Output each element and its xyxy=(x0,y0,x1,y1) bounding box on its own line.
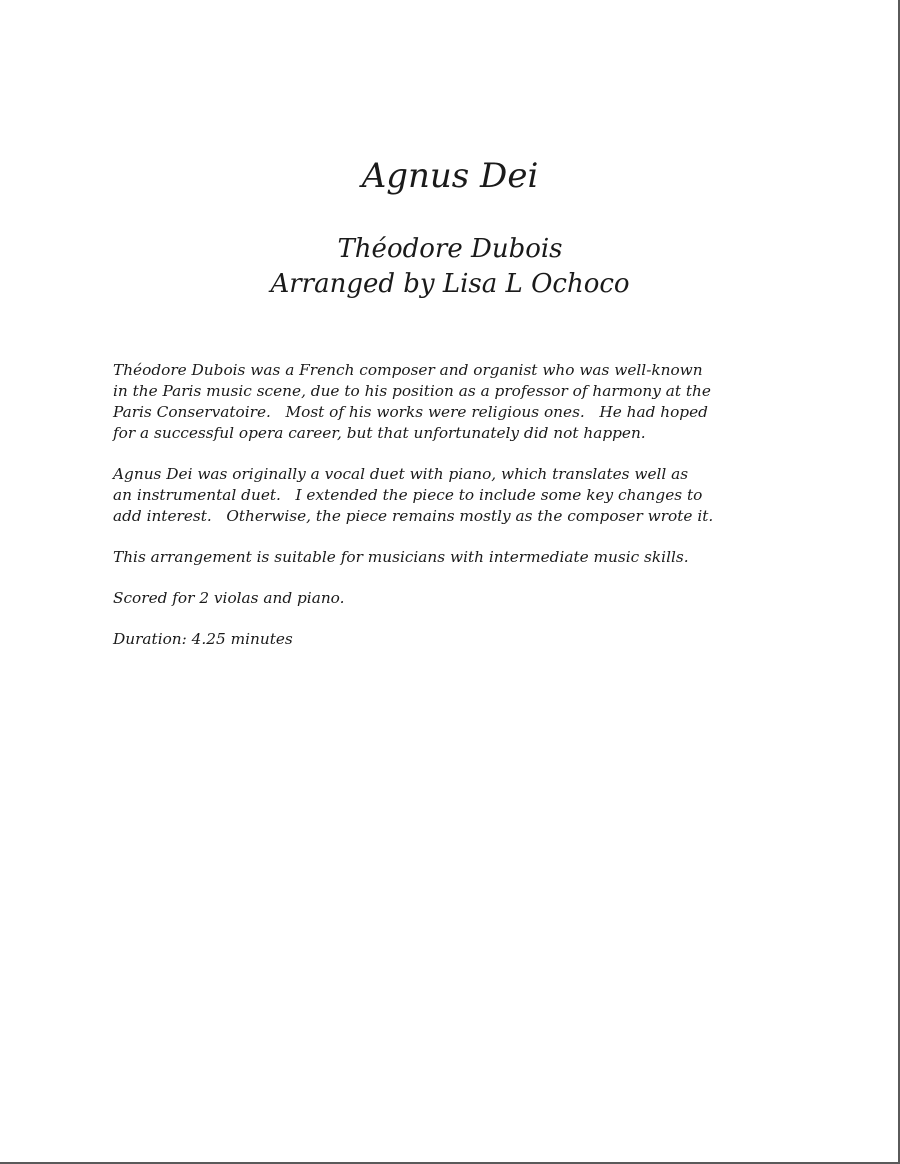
paragraph-instrumentation xyxy=(113,588,793,609)
paragraph-duration xyxy=(113,629,793,650)
composer-name: Théodore Dubois xyxy=(337,234,563,264)
description-body xyxy=(113,360,793,670)
paragraph-line: in the Paris music scene, due to his position as a professor of harmony at the xyxy=(113,382,711,400)
paragraph-line: add interest. Otherwise, the piece remains mostly as the composer wrote it. xyxy=(113,507,714,525)
arranger-credit: Arranged by Lisa L Ochoco xyxy=(270,269,630,299)
paragraph-line: Théodore Dubois was a French composer and organist who was well-known xyxy=(113,361,703,379)
paragraph-line: for a successful opera career, but that unfortunately did not happen. xyxy=(113,424,646,442)
paragraph-line: an instrumental duet. I extended the piece to include some key changes to xyxy=(113,486,703,504)
page-title: Agnus Dei xyxy=(361,156,539,196)
paragraph-line: Agnus Dei was originally a vocal duet with piano, which translates well as xyxy=(113,465,689,483)
paragraph-line: Duration: 4.25 minutes xyxy=(113,630,293,648)
credits-block xyxy=(0,232,900,302)
paragraph-skill-level xyxy=(113,547,793,568)
paragraph-line: Scored for 2 violas and piano. xyxy=(113,589,345,607)
paragraph-line: This arrangement is suitable for musicians with intermediate music skills. xyxy=(113,548,689,566)
paragraph-arrangement-notes xyxy=(113,464,793,527)
paragraph-line: Paris Conservatoire. Most of his works were religious ones. He had hoped xyxy=(113,403,708,421)
paragraph-biography xyxy=(113,360,793,444)
